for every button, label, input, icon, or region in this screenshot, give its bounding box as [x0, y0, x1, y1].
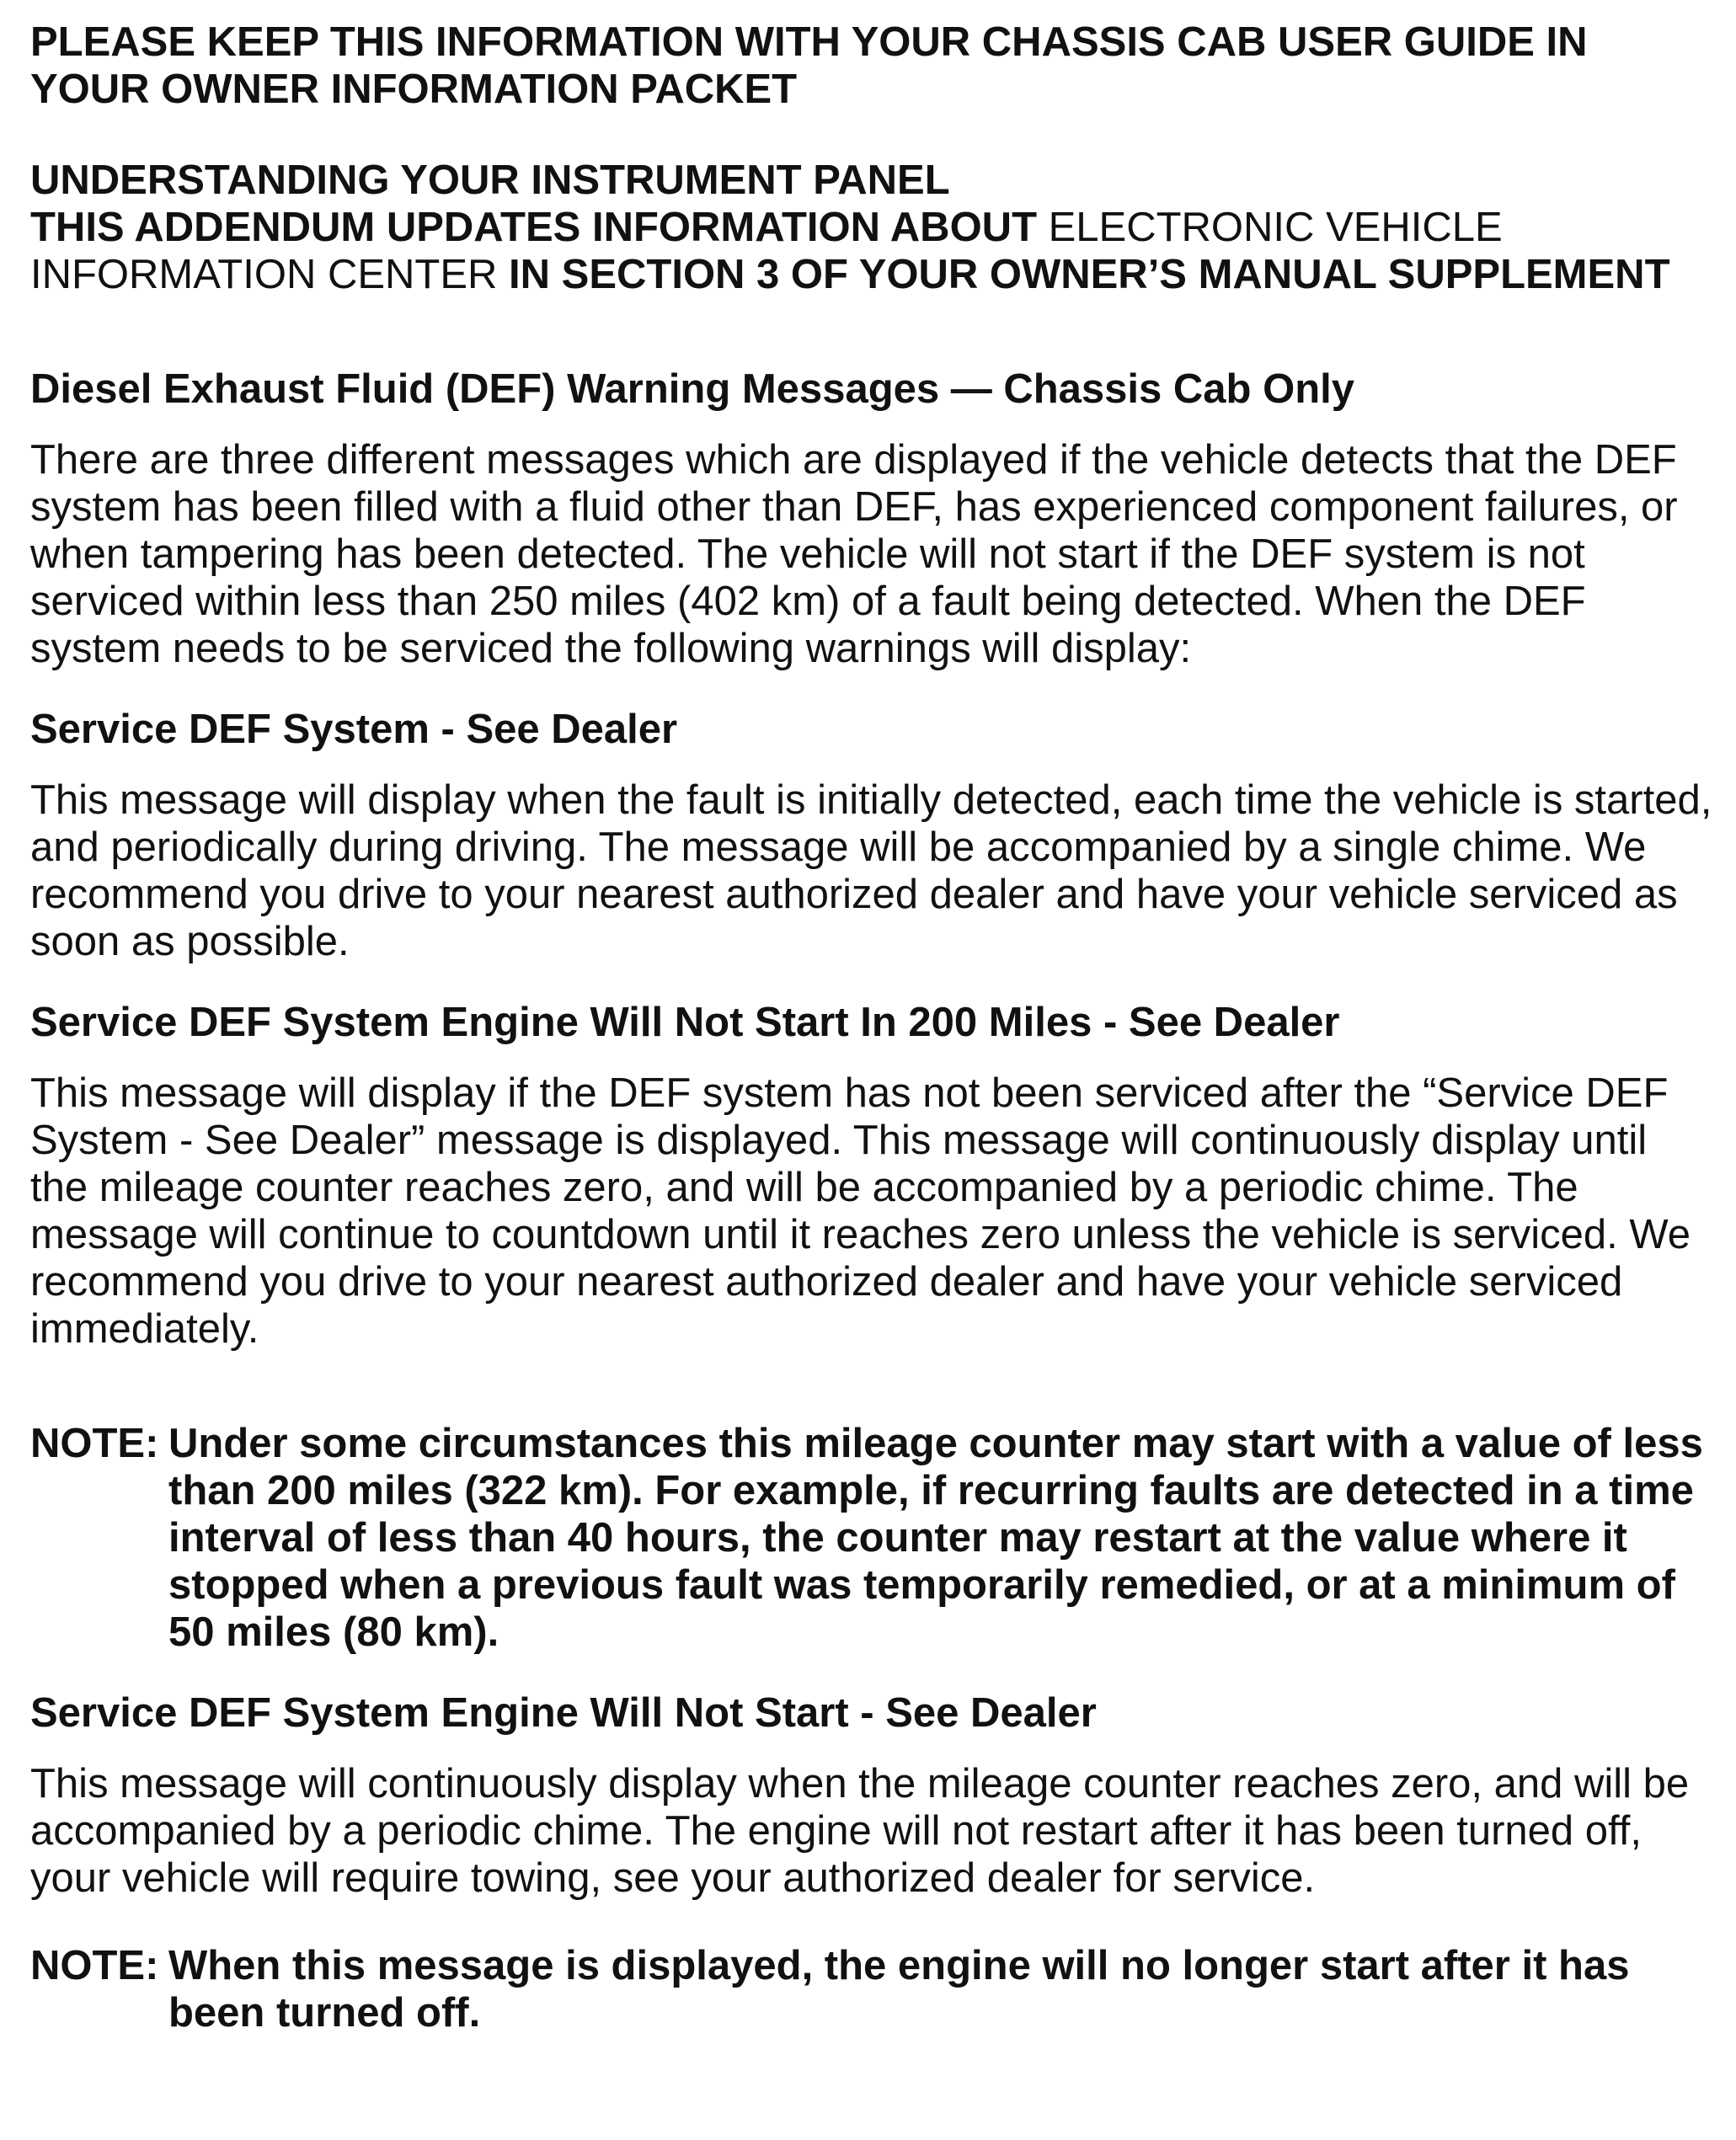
note-text: Under some circumstances this mileage counter may start with a value of less than 200 miles (322 km). For example, if recurring faults are detected in a time interval of less than 40 hours, the counter may restart at the value where it stopped when a previous fault was temporarily remedied, or at a minimum of 50 miles (80 km).	[168, 1421, 1703, 1655]
header-line-4-bold: THIS ADDENDUM UPDATES INFORMATION ABOUT	[30, 205, 1037, 250]
def-warning-title: Diesel Exhaust Fluid (DEF) Warning Messages — Chassis Cab Only	[30, 366, 1354, 412]
service-def-body: This message will display when the fault is initially detected, each time the vehicle is started, and periodically during driving. The message will be accompanied by a single chime. We recommend you drive to your nearest authorized dealer and have your vehicle serviced as soon as possible.	[30, 777, 1712, 964]
header-line-1: PLEASE KEEP THIS INFORMATION WITH YOUR CHASSIS CAB USER GUIDE IN	[30, 19, 1588, 65]
note-engine-no-start	[30, 1942, 1715, 2036]
service-def-no-start-title: Service DEF System Engine Will Not Start - See Dealer	[30, 1690, 1097, 1736]
note-label: NOTE:	[30, 1421, 159, 1466]
def-warning-body: There are three different messages which are displayed if the vehicle detects that the DEF system has been filled with a fluid other than DEF, has experienced component failures, or when tampering has been detected. The vehicle will not start if the DEF system is not serviced within less than 250 miles (402 km) of a fault being detected. When the DEF system needs to be serviced the following warnings will display:	[30, 437, 1678, 671]
header-addendum	[30, 157, 1715, 298]
document-page	[30, 19, 1715, 2036]
header-line-2: YOUR OWNER INFORMATION PACKET	[30, 67, 798, 112]
header-keep-info	[30, 19, 1715, 113]
header-line-4	[30, 204, 1715, 251]
header-line-4-regular: ELECTRONIC VEHICLE	[1037, 205, 1503, 250]
note-label: NOTE:	[30, 1943, 159, 1988]
header-line-5	[30, 251, 1715, 298]
service-def-200-title: Service DEF System Engine Will Not Start In 200 Miles - See Dealer	[30, 1000, 1340, 1045]
note-mileage-counter	[30, 1420, 1715, 1656]
service-def-200-body: This message will display if the DEF system has not been serviced after the “Service DEF System - See Dealer” message is displayed. This message will continuously display until the mileage counter reaches zero, and will be accompanied by a periodic chime. The message will continue to countdown until it reaches zero unless the vehicle is serviced. We recommend you drive to your nearest authorized dealer and have your vehicle serviced immediately.	[30, 1070, 1691, 1352]
note-text: When this message is displayed, the engine will no longer start after it has been turned off.	[168, 1943, 1630, 2036]
service-def-no-start-body: This message will continuously display when the mileage counter reaches zero, and will be accompanied by a periodic chime. The engine will not restart after it has been turned off, your vehicle will require towing, see your authorized dealer for service.	[30, 1761, 1690, 1901]
header-line-5-regular: INFORMATION CENTER	[30, 252, 498, 297]
header-line-3: UNDERSTANDING YOUR INSTRUMENT PANEL	[30, 157, 950, 203]
service-def-title: Service DEF System - See Dealer	[30, 707, 678, 752]
header-line-5-bold: IN SECTION 3 OF YOUR OWNER’S MANUAL SUPPLEMENT	[497, 252, 1670, 297]
